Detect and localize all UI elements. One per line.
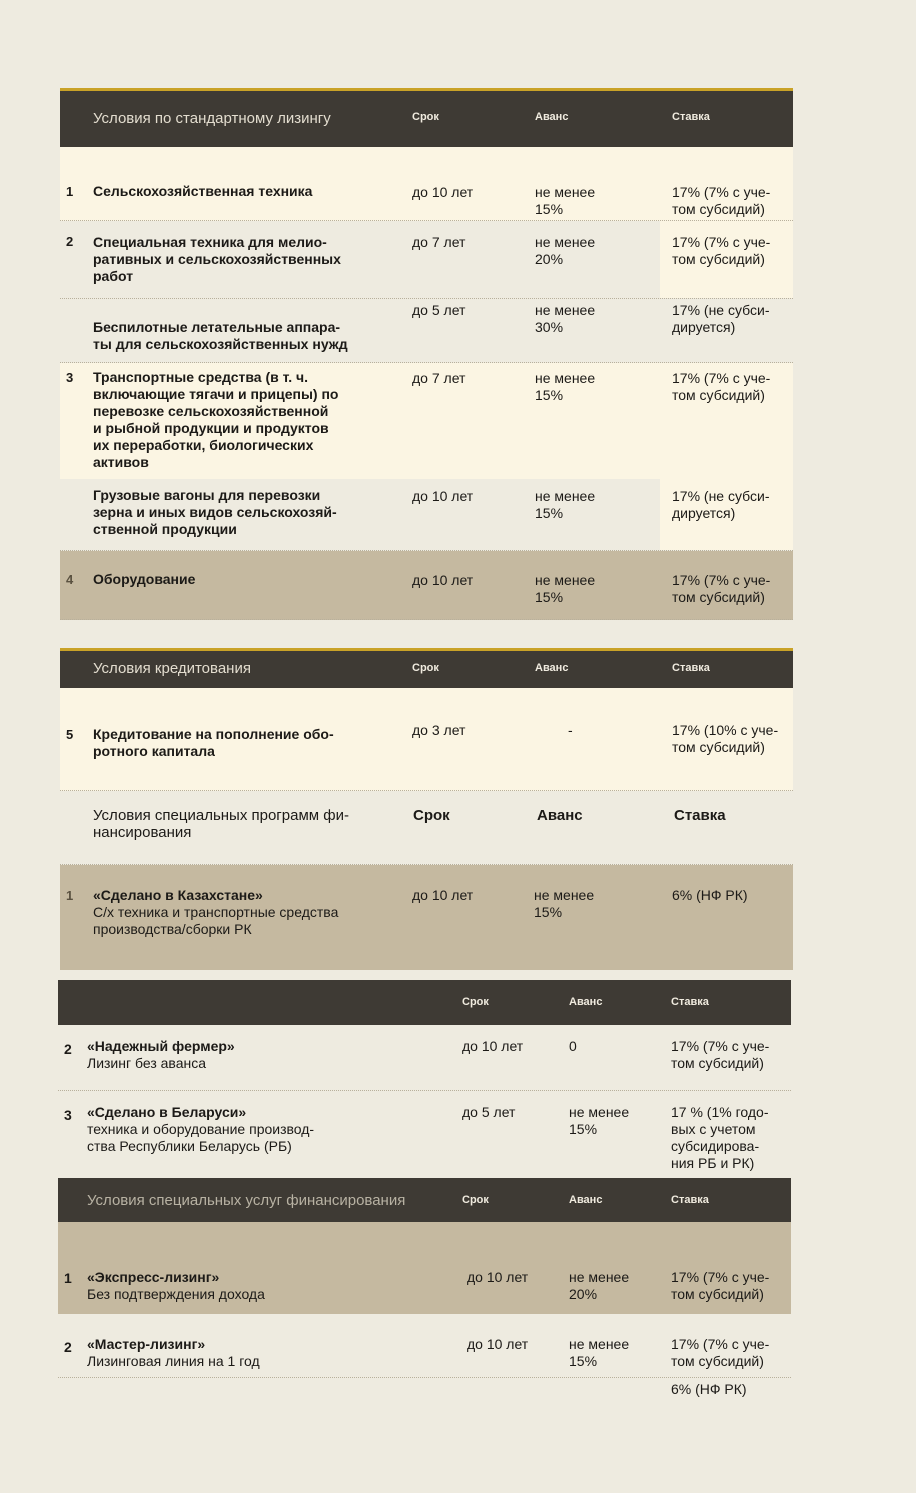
row-name: Кредитование на пополнение обо- ротного капитала — [93, 726, 334, 759]
col-rate: Ставка — [674, 807, 726, 824]
row-number: 2 — [64, 1339, 72, 1355]
col-rate: Ставка — [672, 111, 710, 123]
special-programs-title: Условия специальных программ фи- нансирования — [93, 807, 349, 841]
program-name: «Сделано в Казахстане» — [93, 887, 263, 903]
col-term: Срок — [413, 807, 450, 824]
row-rate: 17% (7% с уче- том субсидий) — [671, 1336, 770, 1369]
row-advance: не менее 30% — [535, 302, 596, 335]
program-desc: техника и оборудование производ- ства Республики Беларусь (РБ) — [87, 1121, 315, 1154]
row-advance: 0 — [569, 1038, 577, 1054]
row-number: 3 — [64, 1107, 72, 1123]
row-number: 1 — [66, 184, 74, 199]
row-rate: 17% (7% с уче- том субсидий) — [672, 370, 771, 403]
row-rate: 17% (не субси- дируется) — [672, 488, 770, 521]
row-advance: не менее 15% — [569, 1104, 630, 1137]
table-header — [60, 88, 793, 147]
col-rate: Ставка — [671, 996, 709, 1008]
program-name: «Экспресс-лизинг» — [87, 1269, 220, 1285]
table-row — [60, 688, 793, 791]
row-number: 1 — [66, 888, 74, 903]
col-term: Срок — [462, 1194, 489, 1206]
table-row — [58, 1091, 791, 1178]
col-advance: Аванс — [537, 807, 583, 824]
program-desc: Без подтверждения дохода — [87, 1286, 265, 1302]
row-term: до 5 лет — [412, 302, 466, 318]
row-number: 5 — [66, 727, 74, 742]
row-term: до 10 лет — [467, 1336, 529, 1352]
table-title: Условия по стандартному лизингу — [93, 110, 331, 127]
table-row — [60, 221, 793, 299]
row-term: до 10 лет — [412, 887, 474, 903]
col-term: Срок — [412, 111, 439, 123]
table-row — [58, 1222, 791, 1314]
standard-leasing-table — [60, 88, 793, 620]
program-name: «Надежный фермер» — [87, 1038, 235, 1054]
row-rate: 17% (10% с уче- том субсидий) — [672, 722, 779, 755]
row-number: 3 — [66, 370, 74, 385]
row-name: Специальная техника для мелио- ративных и сельскохозяйственных работ — [93, 234, 341, 284]
program-name: «Мастер-лизинг» — [87, 1336, 206, 1352]
table-row — [60, 363, 793, 479]
row-term: до 7 лет — [412, 234, 466, 250]
programs-table — [58, 980, 791, 1178]
row-name: Сельскохозяйственная техника — [93, 183, 313, 199]
row-advance: не менее 15% — [535, 572, 596, 605]
table-header — [58, 1178, 791, 1222]
col-advance: Аванс — [535, 111, 569, 123]
row-name: Грузовые вагоны для перевозки зерна и иных видов сельскохозяй- ственной продукции — [93, 487, 337, 537]
row-term: до 10 лет — [412, 488, 474, 504]
program-desc: С/х техника и транспортные средства производства/сборки РК — [93, 904, 339, 937]
row-term: до 3 лет — [412, 722, 466, 738]
row-advance: не менее 15% — [535, 370, 596, 403]
row-rate: 17% (7% с уче- том субсидий) — [672, 572, 771, 605]
table-title: Условия кредитования — [93, 660, 251, 677]
row-name: Оборудование — [93, 571, 196, 587]
row-term: до 10 лет — [412, 184, 474, 200]
col-rate: Ставка — [672, 662, 710, 674]
col-advance: Аванс — [569, 996, 603, 1008]
row-name: Транспортные средства (в т. ч. включающие тягачи и прицепы) по перевозке сельскохозяйственной и рыбной продукции и продуктов их переработки, биологических активов — [93, 369, 339, 470]
row-rate: 17% (7% с уче- том субсидий) — [672, 234, 771, 267]
row-rate: 17% (7% с уче- том субсидий) — [671, 1269, 770, 1302]
row-number: 2 — [66, 234, 74, 249]
col-advance: Аванс — [569, 1194, 603, 1206]
table-header — [60, 648, 793, 688]
program-desc: Лизинговая линия на 1 год — [87, 1353, 260, 1369]
table-row — [60, 551, 793, 620]
row-term: до 10 лет — [467, 1269, 529, 1285]
row-advance: не менее 15% — [569, 1336, 630, 1369]
crediting-table — [60, 648, 793, 970]
table-row — [60, 147, 793, 221]
col-advance: Аванс — [535, 662, 569, 674]
table-row — [58, 1025, 791, 1091]
row-rate: 17 % (1% годо- вых с учетом субсидирова- ния РБ и РК) — [671, 1104, 769, 1171]
row-rate: 17% (7% с уче- том субсидий) — [672, 184, 771, 217]
table-title: Условия специальных услуг финансирования — [87, 1192, 406, 1209]
table-header — [58, 980, 791, 1025]
row-advance: не менее 20% — [535, 234, 596, 267]
table-row — [60, 299, 793, 363]
row-number: 2 — [64, 1041, 72, 1057]
extra-rate-row — [58, 1378, 791, 1404]
row-rate: 6% (НФ РК) — [672, 887, 748, 903]
table-row — [60, 479, 793, 551]
row-advance: не менее 15% — [534, 887, 595, 920]
row-advance: не менее 15% — [535, 488, 596, 521]
row-number: 4 — [66, 572, 74, 587]
row-advance: не менее 20% — [569, 1269, 630, 1302]
table-row — [60, 865, 793, 970]
col-term: Срок — [462, 996, 489, 1008]
special-services-table — [58, 1178, 791, 1404]
row-advance: не менее 15% — [535, 184, 596, 217]
extra-rate: 6% (НФ РК) — [671, 1381, 747, 1397]
col-rate: Ставка — [671, 1194, 709, 1206]
row-term: до 10 лет — [462, 1038, 524, 1054]
col-term: Срок — [412, 662, 439, 674]
program-desc: Лизинг без аванса — [87, 1055, 206, 1071]
row-term: до 5 лет — [462, 1104, 516, 1120]
special-programs-header — [60, 791, 793, 865]
row-number: 1 — [64, 1270, 72, 1286]
program-name: «Сделано в Беларуси» — [87, 1104, 247, 1120]
row-rate: 17% (не субси- дируется) — [672, 302, 770, 335]
table-row — [58, 1314, 791, 1378]
row-term: до 7 лет — [412, 370, 466, 386]
row-rate: 17% (7% с уче- том субсидий) — [671, 1038, 770, 1071]
row-name: Беспилотные летательные аппара- ты для сельскохозяйственных нужд — [93, 319, 348, 352]
row-term: до 10 лет — [412, 572, 474, 588]
row-advance: - — [568, 722, 573, 738]
